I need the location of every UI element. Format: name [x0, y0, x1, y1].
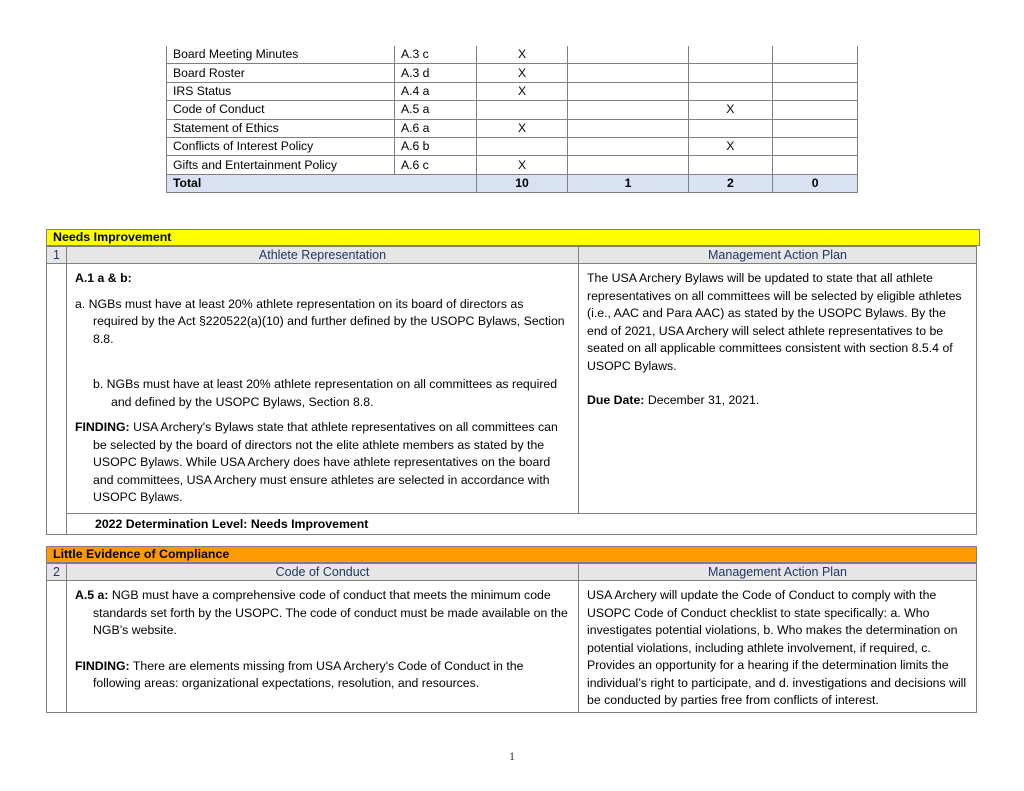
compliance-mark-col-3: [688, 64, 773, 82]
level-band-little-evidence: Little Evidence of Compliance: [46, 546, 977, 563]
policy-reference: A.6 b: [394, 137, 476, 155]
due-date-value: December 31, 2021.: [644, 393, 760, 407]
compliance-mark-col-2: [568, 46, 688, 64]
policy-reference: A.3 c: [394, 46, 476, 64]
finding-title: Code of Conduct: [67, 564, 579, 581]
compliance-mark-col-1: X: [476, 82, 568, 100]
finding-table-code-of-conduct: [46, 563, 977, 713]
requirement-cell: [67, 581, 579, 713]
compliance-mark-col-3: [688, 119, 773, 137]
summary-row: [167, 101, 858, 119]
compliance-mark-col-4: [773, 64, 858, 82]
total-value-col-2: 1: [568, 174, 688, 192]
finding-paragraph: [75, 419, 570, 507]
compliance-mark-col-1: [476, 137, 568, 155]
compliance-mark-col-2: [568, 137, 688, 155]
finding-label: FINDING:: [75, 420, 130, 434]
requirement-text: NGB must have a comprehensive code of conduct that meets the minimum code standards set forth by the USOPC. The code of conduct must be made available on the NGB’s website.: [93, 588, 568, 637]
compliance-mark-col-1: X: [476, 119, 568, 137]
policy-name: Board Roster: [167, 64, 395, 82]
finding-label: FINDING:: [75, 658, 130, 673]
determination-level: 2022 Determination Level: Needs Improvement: [67, 513, 977, 534]
compliance-mark-col-3: [688, 156, 773, 174]
summary-row: [167, 156, 858, 174]
plan-header: Management Action Plan: [579, 247, 977, 264]
requirement-paragraph: [75, 587, 570, 640]
policy-name: Code of Conduct: [167, 101, 395, 119]
policy-reference: A.3 d: [394, 64, 476, 82]
total-label: Total: [167, 174, 477, 192]
compliance-mark-col-4: [773, 119, 858, 137]
policy-reference: A.5 a: [394, 101, 476, 119]
finding-table-athlete-representation: [46, 246, 977, 535]
summary-row: [167, 137, 858, 155]
policy-reference: A.6 a: [394, 119, 476, 137]
compliance-mark-col-4: [773, 156, 858, 174]
requirement-cell: [67, 264, 579, 514]
policy-name: IRS Status: [167, 82, 395, 100]
compliance-mark-col-4: [773, 46, 858, 64]
total-row: [167, 174, 858, 192]
policy-name: Gifts and Entertainment Policy: [167, 156, 395, 174]
policy-reference: A.6 c: [394, 156, 476, 174]
compliance-mark-col-4: [773, 101, 858, 119]
total-value-col-3: 2: [688, 174, 773, 192]
compliance-mark-col-2: [568, 101, 688, 119]
finding-number: 1: [47, 247, 67, 264]
compliance-mark-col-1: [476, 101, 568, 119]
compliance-mark-col-2: [568, 64, 688, 82]
summary-row: [167, 64, 858, 82]
plan-header: Management Action Plan: [579, 564, 977, 581]
level-band-needs-improvement: Needs Improvement: [46, 229, 980, 246]
plan-text: The USA Archery Bylaws will be updated to state that all athlete representatives on all committees will be selected by eligible athletes (i.e., AAC and Para AAC) as stated by the USOPC Bylaws. By the end of 2021, USA Archery will select athlete representatives to be seated on all applicable committees consistent with section 8.5.4 of USOPC Bylaws.: [587, 271, 962, 373]
compliance-mark-col-4: [773, 82, 858, 100]
compliance-mark-col-3: [688, 46, 773, 64]
number-column-spacer: [47, 264, 67, 535]
compliance-mark-col-3: X: [688, 137, 773, 155]
compliance-mark-col-1: X: [476, 156, 568, 174]
finding-paragraph: [75, 658, 570, 693]
summary-row: [167, 82, 858, 100]
finding-text: USA Archery's Bylaws state that athlete representatives on all committees can be selected by the board of directors not the elite athlete members as stated by the USOPC Bylaws. While USA Archery does have athlete representatives on the board and committees, USA Archery must ensure athletes are selected in accordance with USOPC Bylaws.: [93, 420, 558, 504]
plan-text: USA Archery will update the Code of Conduct to comply with the USOPC Code of Conduct checklist to state specifically: a. Who investigates potential violations, b. Who makes the determination on potential violations, including athlete involvement, if required, c. Provides an opportunity for a hearing if the determination limits the individual’s right to participate, and d. investigations and decisions will be conducted by parties free from conflicts of interest.: [587, 588, 967, 707]
compliance-mark-col-2: [568, 156, 688, 174]
requirement-b: b. NGBs must have at least 20% athlete representation on all committees as required and defined by the USOPC Bylaws, Section 8.8.: [93, 377, 558, 409]
plan-cell: [579, 581, 977, 713]
number-column-spacer: [47, 581, 67, 713]
requirement-a: a. NGBs must have at least 20% athlete representation on its board of directors as required by the Act §220522(a)(10) and further defined by the USOPC Bylaws, Section 8.8.: [75, 296, 565, 346]
policy-name: Conflicts of Interest Policy: [167, 137, 395, 155]
due-date-label: Due Date:: [587, 393, 645, 407]
policy-name: Board Meeting Minutes: [167, 46, 395, 64]
compliance-mark-col-4: [773, 137, 858, 155]
policy-reference: A.4 a: [394, 82, 476, 100]
summary-row: [167, 46, 858, 64]
finding-text: There are elements missing from USA Archery's Code of Conduct in the following areas: organizational expectations, resolution, and resources.: [93, 658, 524, 690]
due-date: [587, 392, 968, 410]
compliance-mark-col-3: [688, 82, 773, 100]
total-value-col-4: 0: [773, 174, 858, 192]
requirement-label: A.5 a:: [75, 588, 109, 602]
plan-cell: [579, 264, 977, 514]
summary-row: [167, 119, 858, 137]
compliance-mark-col-1: X: [476, 46, 568, 64]
compliance-mark-col-2: [568, 82, 688, 100]
policy-name: Statement of Ethics: [167, 119, 395, 137]
finding-number: 2: [47, 564, 67, 581]
compliance-mark-col-2: [568, 119, 688, 137]
compliance-mark-col-3: X: [688, 101, 773, 119]
compliance-summary-table: [166, 46, 858, 193]
compliance-mark-col-1: X: [476, 64, 568, 82]
finding-title: Athlete Representation: [67, 247, 579, 264]
total-value-col-1: 10: [476, 174, 568, 192]
requirement-heading: A.1 a & b:: [75, 271, 132, 285]
page-number: 1: [509, 749, 515, 763]
